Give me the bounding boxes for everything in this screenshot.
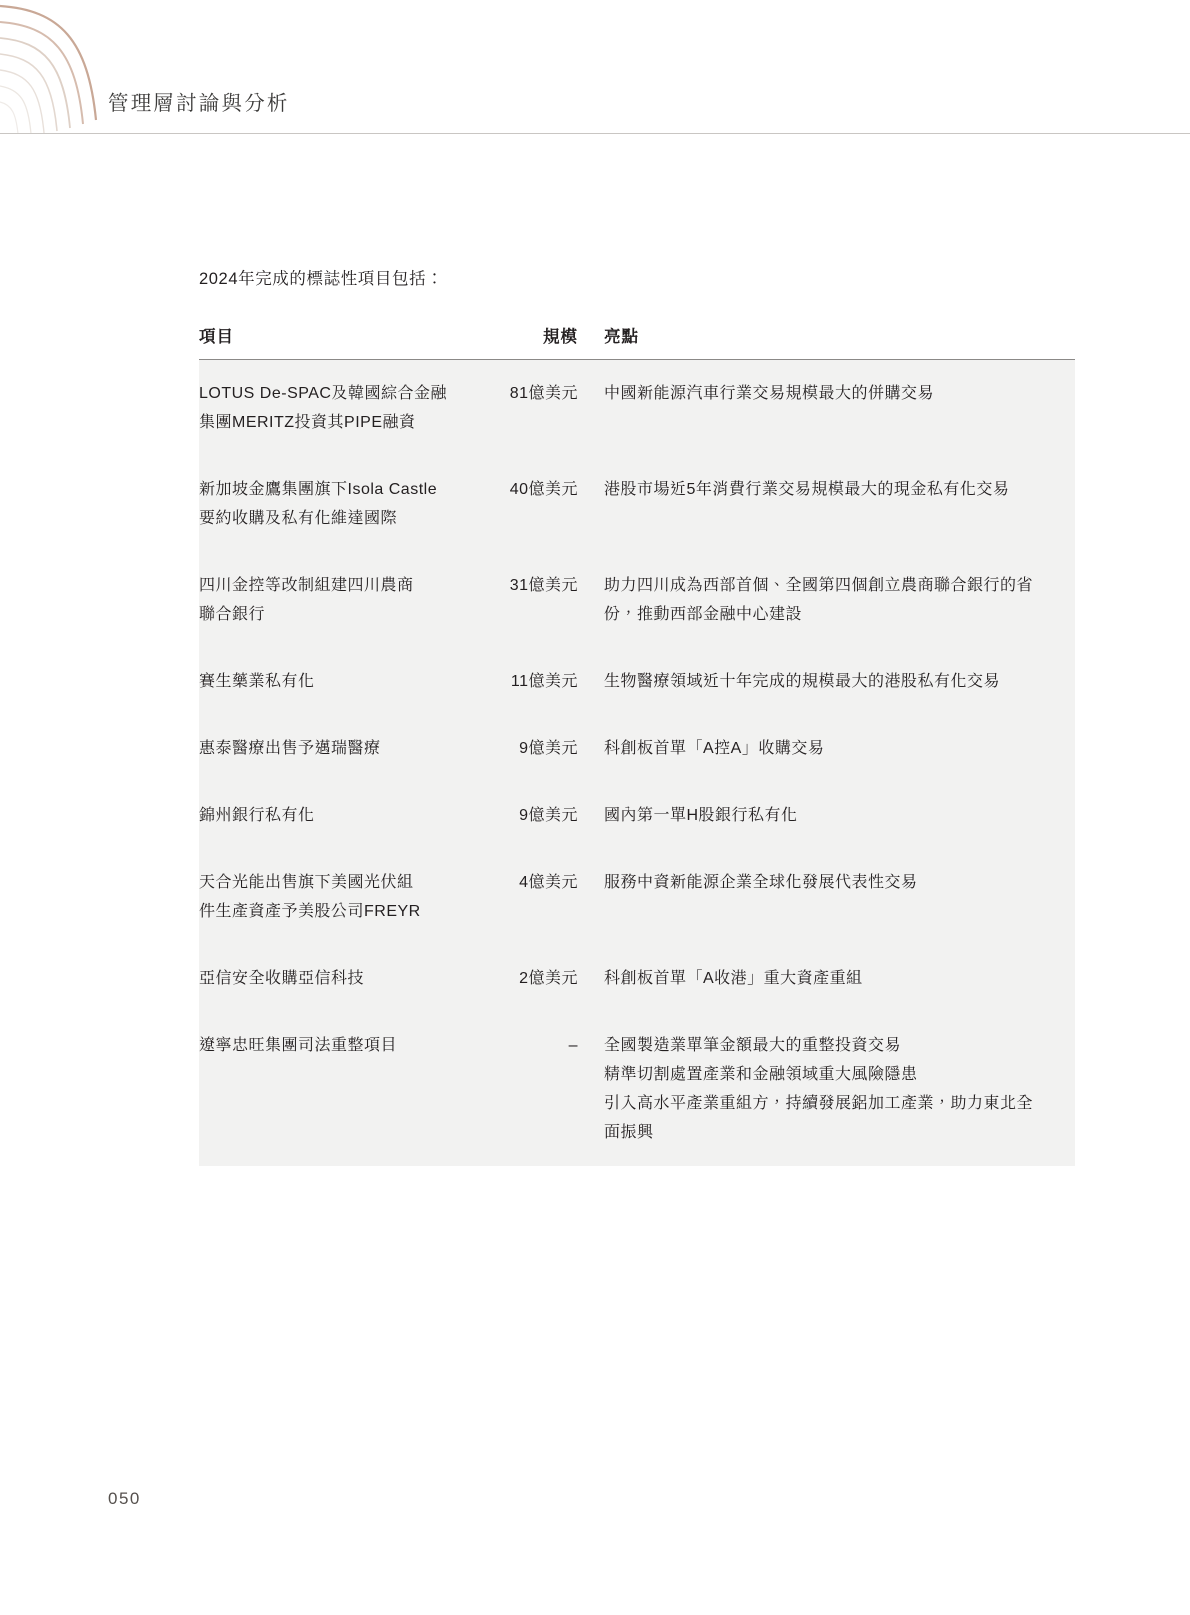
column-header-size: 規模 bbox=[543, 328, 578, 346]
cell-highlight-line: 精準切割處置產業和金融領域重大風險隱患 bbox=[604, 1066, 918, 1083]
table-row bbox=[199, 648, 1075, 715]
cell-highlight-line: 科創板首單「A收港」重大資產重組 bbox=[604, 970, 863, 987]
cell-item bbox=[199, 552, 499, 648]
cell-highlight-line: 國內第一單H股銀行私有化 bbox=[604, 807, 798, 824]
cell-size: – bbox=[568, 1037, 578, 1054]
cell-highlight bbox=[594, 360, 1075, 457]
cell-highlight bbox=[594, 1012, 1075, 1166]
cell-highlight-line: 面振興 bbox=[604, 1124, 654, 1141]
cell-highlight bbox=[594, 782, 1075, 849]
table-row bbox=[199, 552, 1075, 648]
deals-table-container bbox=[199, 323, 1075, 1166]
cell-highlight-line: 引入高水平產業重組方，持續發展鋁加工產業，助力東北全 bbox=[604, 1095, 1034, 1112]
cell-item-line: 集團MERITZ投資其PIPE融資 bbox=[199, 414, 416, 431]
table-body bbox=[199, 360, 1075, 1167]
table-row bbox=[199, 1012, 1075, 1166]
cell-item bbox=[199, 782, 499, 849]
table-row bbox=[199, 456, 1075, 552]
cell-item-line: LOTUS De-SPAC及韓國綜合金融 bbox=[199, 385, 447, 402]
cell-highlight bbox=[594, 849, 1075, 945]
cell-highlight-line: 服務中資新能源企業全球化發展代表性交易 bbox=[604, 874, 918, 891]
cell-highlight bbox=[594, 648, 1075, 715]
cell-item bbox=[199, 360, 499, 457]
cell-item-line: 件生產資產予美股公司FREYR bbox=[199, 903, 421, 920]
cell-size: 9億美元 bbox=[519, 740, 578, 757]
cell-highlight bbox=[594, 945, 1075, 1012]
cell-highlight-line: 科創板首單「A控A」收購交易 bbox=[604, 740, 825, 757]
cell-highlight-line: 中國新能源汽車行業交易規模最大的併購交易 bbox=[604, 385, 935, 402]
cell-highlight-line: 全國製造業單筆金額最大的重整投資交易 bbox=[604, 1037, 902, 1054]
cell-highlight bbox=[594, 715, 1075, 782]
deals-table bbox=[199, 323, 1075, 1166]
cell-item-line: 錦州銀行私有化 bbox=[199, 807, 315, 824]
cell-item-line: 天合光能出售旗下美國光伏組 bbox=[199, 874, 414, 891]
table-header bbox=[199, 323, 1075, 360]
cell-item bbox=[199, 456, 499, 552]
column-header-item: 項目 bbox=[199, 328, 234, 346]
cell-highlight bbox=[594, 456, 1075, 552]
cell-item-line: 聯合銀行 bbox=[199, 606, 266, 623]
table-row bbox=[199, 715, 1075, 782]
table-row bbox=[199, 782, 1075, 849]
cell-item bbox=[199, 715, 499, 782]
table-row bbox=[199, 360, 1075, 457]
intro-text: 2024年完成的標誌性項目包括： bbox=[199, 270, 444, 288]
table-row bbox=[199, 849, 1075, 945]
cell-item bbox=[199, 945, 499, 1012]
cell-size: 31億美元 bbox=[509, 577, 578, 594]
cell-size: 11億美元 bbox=[510, 673, 578, 690]
cell-size: 81億美元 bbox=[509, 385, 578, 402]
cell-item-line: 要約收購及私有化維達國際 bbox=[199, 510, 398, 527]
cell-item-line: 賽生藥業私有化 bbox=[199, 673, 315, 690]
cell-item-line: 遼寧忠旺集團司法重整項目 bbox=[199, 1037, 398, 1054]
page-number: 050 bbox=[108, 1489, 141, 1508]
table-header-row bbox=[199, 323, 1075, 360]
cell-item-line: 亞信安全收購亞信科技 bbox=[199, 970, 365, 987]
cell-item bbox=[199, 849, 499, 945]
cell-highlight bbox=[594, 552, 1075, 648]
cell-highlight-line: 港股市場近5年消費行業交易規模最大的現金私有化交易 bbox=[604, 481, 1010, 498]
cell-item bbox=[199, 648, 499, 715]
cell-highlight-line: 份，推動西部金融中心建設 bbox=[604, 606, 803, 623]
cell-item-line: 新加坡金鷹集團旗下Isola Castle bbox=[199, 481, 438, 498]
cell-item bbox=[199, 1012, 499, 1166]
cell-item-line: 惠泰醫療出售予邁瑞醫療 bbox=[199, 740, 381, 757]
cell-size: 40億美元 bbox=[509, 481, 578, 498]
cell-highlight-line: 助力四川成為西部首個、全國第四個創立農商聯合銀行的省 bbox=[604, 577, 1034, 594]
cell-size: 4億美元 bbox=[519, 874, 578, 891]
page-title: 管理層討論與分析 bbox=[108, 92, 290, 115]
cell-item-line: 四川金控等改制組建四川農商 bbox=[199, 577, 414, 594]
header-divider bbox=[0, 133, 1190, 134]
cell-size: 2億美元 bbox=[519, 970, 578, 987]
cell-size: 9億美元 bbox=[519, 807, 578, 824]
cell-highlight-line: 生物醫療領域近十年完成的規模最大的港股私有化交易 bbox=[604, 673, 1001, 690]
column-header-highlight: 亮點 bbox=[604, 328, 639, 346]
table-row bbox=[199, 945, 1075, 1012]
